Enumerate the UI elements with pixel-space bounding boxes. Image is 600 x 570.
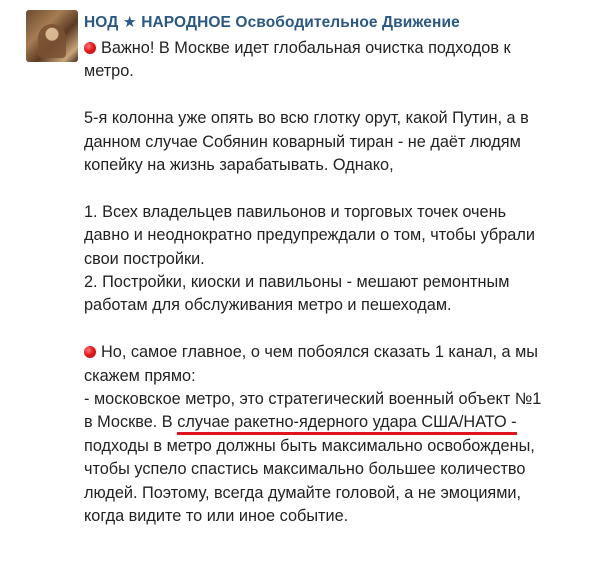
post-line-text: в Москве. В bbox=[84, 413, 178, 432]
post-line bbox=[84, 411, 584, 434]
post-line: чтобы успело спастись максимально большее количество bbox=[84, 460, 526, 479]
post-line: скажем прямо: bbox=[84, 366, 196, 385]
post-line: - московское метро, это стратегический военный объект №1 bbox=[84, 390, 542, 409]
post-author-link[interactable]: НОД ★ НАРОДНОЕ Освободительное Движение bbox=[84, 14, 460, 31]
paragraph-gap bbox=[84, 318, 584, 341]
post-line: данном случае Собянин коварный тиран - не даёт людям bbox=[84, 132, 521, 151]
post-line: 5-я колонна уже опять во всю глотку орут, какой Путин, а в bbox=[84, 109, 529, 128]
post-line: подходы в метро должны быть максимально освобождены, bbox=[84, 436, 535, 455]
underlined-phrase: случае ракетно-ядерного удара США/НАТО - bbox=[177, 413, 516, 435]
post-line-text: Но, самое главное, о чем побоялся сказать 1 канал, а мы bbox=[101, 343, 538, 362]
avatar-figure bbox=[38, 24, 66, 58]
post-line: 1. Всех владельцев павильонов и торговых точек очень bbox=[84, 202, 507, 221]
post-line: людей. Поэтому, всегда думайте головой, а не эмоциями, bbox=[84, 483, 522, 502]
post-line: работам для обслуживания метро и пешеходам. bbox=[84, 296, 452, 315]
post-line bbox=[84, 341, 584, 364]
red-circle-icon bbox=[84, 346, 96, 358]
red-circle-icon bbox=[84, 42, 96, 54]
post-line: копейку на жизнь зарабатывать. Однако, bbox=[84, 156, 394, 175]
post-text bbox=[84, 37, 584, 528]
post-line: когда видите то или иное событие. bbox=[84, 507, 349, 526]
paragraph-gap bbox=[84, 177, 584, 200]
group-avatar-icon[interactable] bbox=[26, 10, 78, 62]
post-line: метро. bbox=[84, 62, 134, 81]
post-line: давно и неоднократно предупреждали о том, чтобы убрали bbox=[84, 226, 535, 245]
post-line: 2. Постройки, киоски и павильоны - мешают ремонтным bbox=[84, 273, 510, 292]
post-line-text: Важно! В Москве идет глобальная очистка подходов к bbox=[101, 39, 511, 57]
paragraph-gap bbox=[84, 84, 584, 107]
post-line: свои постройки. bbox=[84, 249, 205, 268]
post-line bbox=[84, 37, 584, 60]
